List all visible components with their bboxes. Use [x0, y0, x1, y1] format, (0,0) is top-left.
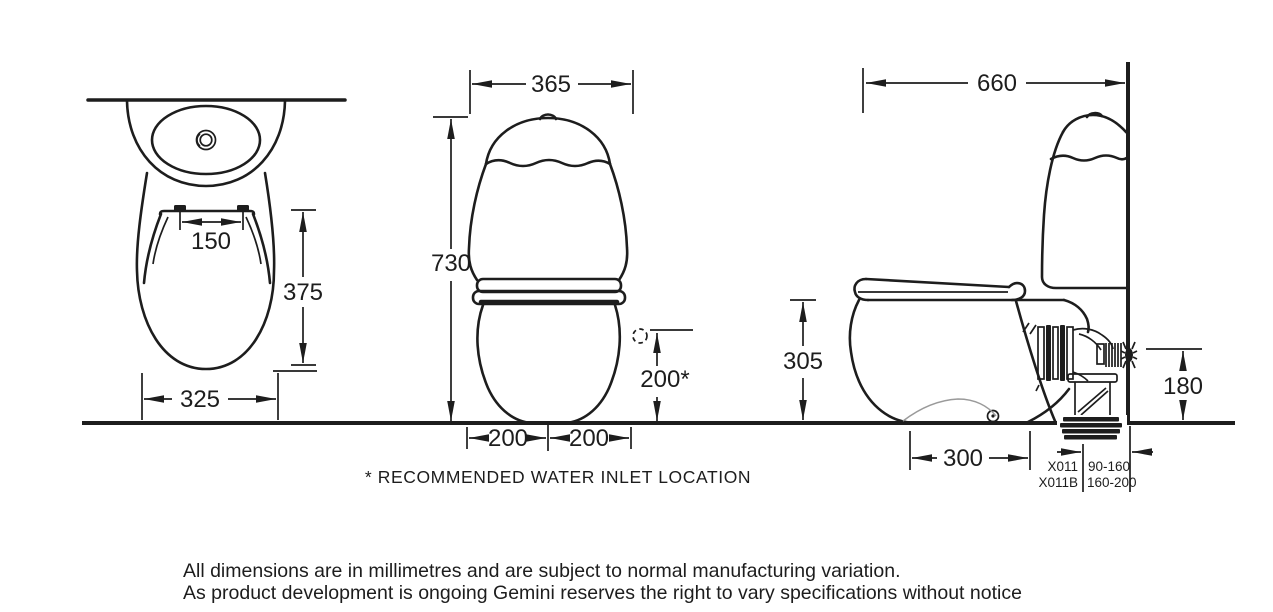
dim-label-180: 180: [1162, 373, 1204, 400]
dim-overall-height: [431, 117, 471, 421]
seat-hinge-left: [174, 205, 186, 212]
dim-pan-width: [142, 373, 278, 420]
dim-label-200-star: 200*: [640, 366, 690, 393]
dim-label-375: 375: [282, 279, 324, 306]
dim-label-300: 300: [942, 445, 984, 472]
setout-range-1: 90-160: [1088, 459, 1131, 474]
dim-base-depth: [910, 431, 1030, 472]
front-view: [431, 70, 693, 452]
seat-hinge-right: [237, 205, 249, 212]
dim-label-200-left: 200: [487, 425, 529, 452]
dim-label-305: 305: [782, 348, 824, 375]
dim-pan-length: [273, 210, 323, 371]
plan-view: [88, 100, 345, 420]
thread-icon: [1106, 343, 1121, 367]
setout-range-2: 160-200: [1087, 475, 1137, 490]
dim-seat-fixing-centres: [180, 212, 243, 255]
dim-label-200-right: 200: [568, 425, 610, 452]
dim-label-660: 660: [976, 70, 1018, 97]
setout-model-2: X011B: [1038, 475, 1078, 490]
dim-overall-depth: [863, 68, 1125, 113]
dim-label-325: 325: [179, 386, 221, 413]
side-view: [783, 62, 1203, 492]
dim-inlet-height: [640, 333, 689, 421]
setout-model-1: X011: [1047, 459, 1078, 474]
dim-inlet-offsets: [467, 424, 631, 452]
dim-label-150: 150: [190, 228, 232, 255]
disclaimer-line-1: All dimensions are in millimetres and are subject to normal manufacturing variation.: [183, 560, 901, 582]
dim-cistern-width: [470, 70, 633, 114]
water-inlet-footnote: * RECOMMENDED WATER INLET LOCATION: [364, 467, 752, 487]
wall-flange-icon: [1121, 340, 1137, 370]
disclaimer-line-2: As product development is ongoing Gemini reserves the right to vary specifications without notice: [183, 582, 1022, 604]
flush-button-icon: [197, 131, 216, 150]
water-inlet-marker-icon: [633, 329, 647, 343]
dim-outlet-height: [1146, 349, 1203, 420]
dim-label-365: 365: [530, 71, 572, 98]
dim-label-730: 730: [430, 250, 472, 277]
dim-pan-height: [783, 300, 823, 420]
